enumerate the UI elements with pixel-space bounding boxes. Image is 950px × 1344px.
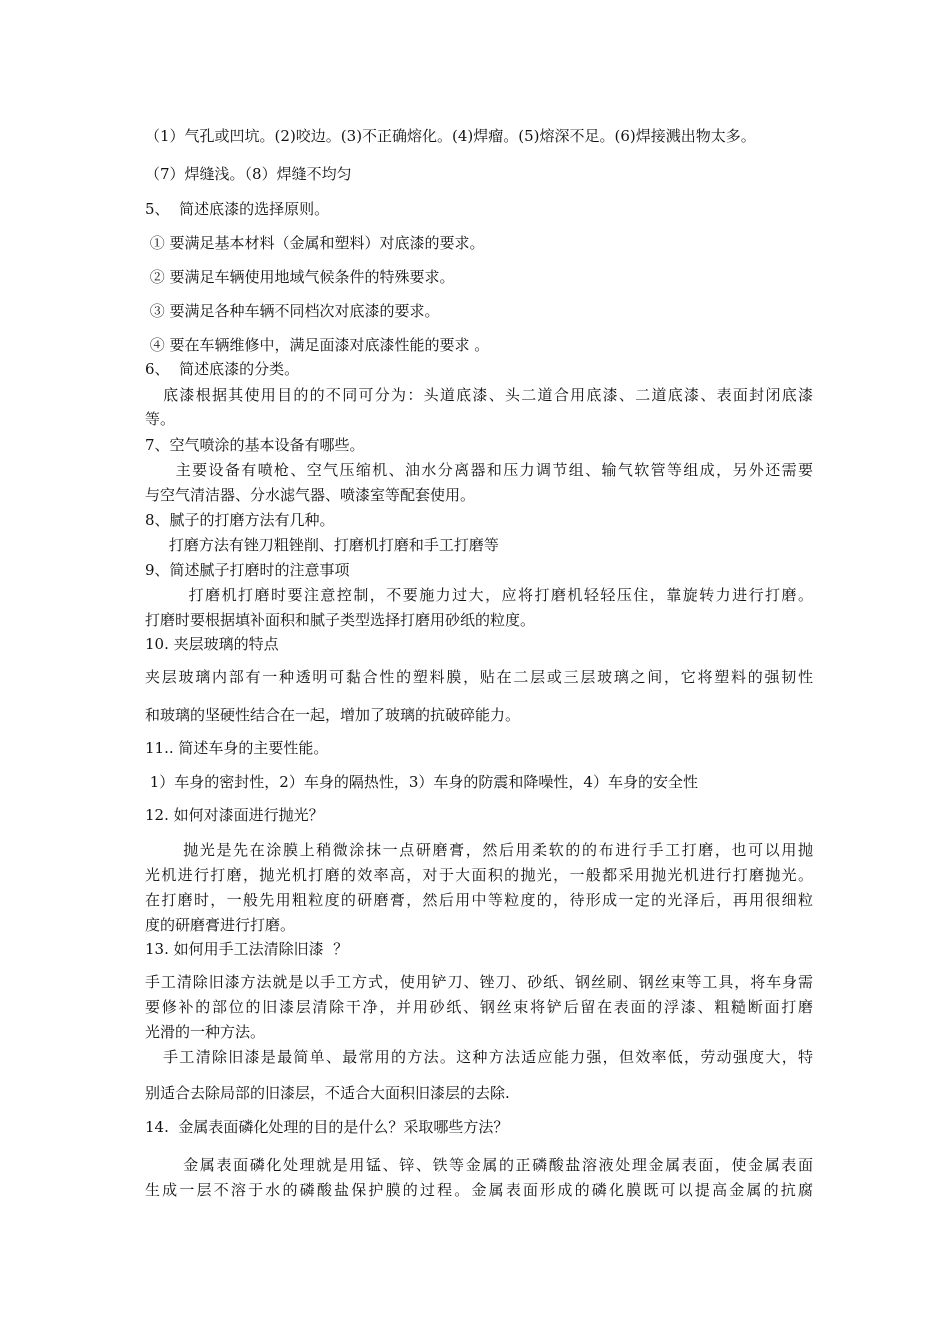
text-line: 打磨方法有锉刀粗锉削、打磨机打磨和手工打磨等 bbox=[145, 536, 499, 554]
text-line: 生成一层不溶于水的磷酸盐保护膜的过程。金属表面形成的磷化膜既可以提高金属的抗腐 bbox=[145, 1181, 813, 1199]
section-heading: 11.. 简述车身的主要性能。 bbox=[145, 739, 329, 757]
section-heading: 10. 夹层玻璃的特点 bbox=[145, 635, 279, 653]
text-line: 和玻璃的坚硬性结合在一起，增加了玻璃的抗破碎能力。 bbox=[145, 706, 521, 724]
text-line: 别适合去除局部的旧漆层，不适合大面积旧漆层的去除. bbox=[145, 1084, 510, 1102]
text-line: 手工清除旧漆方法就是以手工方式，使用铲刀、锉刀、砂纸、钢丝刷、钢丝束等工具，将车身需 bbox=[145, 973, 813, 991]
section-heading: 7、空气喷涂的基本设备有哪些。 bbox=[145, 436, 365, 454]
text-line: 底漆根据其使用目的的不同可分为：头道底漆、头二道合用底漆、二道底漆、表面封闭底漆 bbox=[145, 386, 813, 404]
text-line: （1）气孔或凹坑。(2)咬边。(3)不正确熔化。(4)焊瘤。(5)熔深不足。(6)焊接溅出物太多。 bbox=[145, 127, 756, 145]
text-line: ① 要满足基本材料（金属和塑料）对底漆的要求。 bbox=[145, 234, 485, 252]
text-line: ② 要满足车辆使用地域气候条件的特殊要求。 bbox=[145, 268, 455, 286]
text-line: 夹层玻璃内部有一种透明可黏合性的塑料膜，贴在二层或三层玻璃之间，它将塑料的强韧性 bbox=[145, 668, 813, 686]
text-line: 等。 bbox=[145, 410, 176, 428]
text-line: 光机进行打磨，抛光机打磨的效率高，对于大面积的抛光，一般都采用抛光机进行打磨抛光。 bbox=[145, 866, 813, 884]
section-heading: 8、腻子的打磨方法有几种。 bbox=[145, 511, 335, 529]
text-line: 主要设备有喷枪、空气压缩机、油水分离器和压力调节组、输气软管等组成，另外还需要 bbox=[145, 461, 813, 479]
text-line: 要修补的部位的旧漆层清除干净，并用砂纸、钢丝束将铲后留在表面的浮漆、粗糙断面打磨 bbox=[145, 998, 813, 1016]
section-heading: 14. 金属表面磷化处理的目的是什么？采取哪些方法？ bbox=[145, 1118, 509, 1136]
text-line: 抛光是先在涂膜上稍微涂抹一点研磨膏，然后用柔软的的布进行手工打磨，也可以用抛 bbox=[145, 841, 813, 859]
text-line: 光滑的一种方法。 bbox=[145, 1023, 266, 1041]
section-heading: 6、 简述底漆的分类。 bbox=[145, 360, 300, 378]
text-line: 手工清除旧漆是最简单、最常用的方法。这种方法适应能力强，但效率低，劳动强度大，特 bbox=[145, 1048, 813, 1066]
section-heading: 13. 如何用手工法清除旧漆 ？ bbox=[145, 940, 349, 958]
text-line: 打磨机打磨时要注意控制，不要施力过大，应将打磨机轻轻压住，靠旋转力进行打磨。 bbox=[145, 586, 813, 604]
text-line: 度的研磨膏进行打磨。 bbox=[145, 916, 296, 934]
section-heading: 5、 简述底漆的选择原则。 bbox=[145, 200, 330, 218]
section-heading: 12. 如何对漆面进行抛光？ bbox=[145, 806, 324, 824]
section-heading: 9、简述腻子打磨时的注意事项 bbox=[145, 561, 350, 579]
text-line: 1）车身的密封性，2）车身的隔热性，3）车身的防震和降噪性，4）车身的安全性 bbox=[145, 773, 698, 791]
text-line: ③ 要满足各种车辆不同档次对底漆的要求。 bbox=[145, 302, 440, 320]
text-line: ④ 要在车辆维修中，满足面漆对底漆性能的要求 。 bbox=[145, 336, 490, 354]
text-line: 金属表面磷化处理就是用锰、锌、铁等金属的正磷酸盐溶液处理金属表面，使金属表面 bbox=[145, 1156, 813, 1174]
text-line: 与空气清洁器、分水滤气器、喷漆室等配套使用。 bbox=[145, 486, 476, 504]
text-line: （7）焊缝浅。（8）焊缝不均匀 bbox=[145, 165, 352, 183]
text-line: 在打磨时，一般先用粗粒度的研磨膏，然后用中等粒度的，待形成一定的光泽后，再用很细粒 bbox=[145, 891, 813, 909]
text-line: 打磨时要根据填补面积和腻子类型选择打磨用砂纸的粒度。 bbox=[145, 611, 536, 629]
